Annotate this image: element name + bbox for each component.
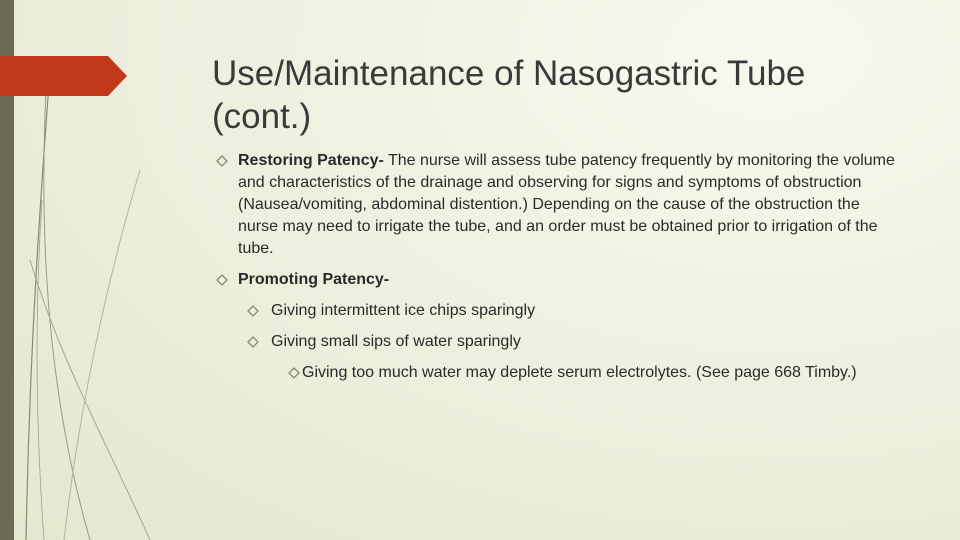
accent-arrow-shape: [0, 56, 127, 96]
title-line-2: (cont.): [212, 97, 312, 136]
sub-bullet-ice-chips: [247, 300, 904, 322]
diamond-bullet-icon: [216, 155, 228, 167]
diamond-bullet-icon: [288, 367, 300, 379]
sub-sub-bullet-text: Giving too much water may deplete serum electrolytes. (See page 668 Timby.): [302, 364, 857, 381]
sub-bullet-sips-of-water: [247, 331, 904, 353]
bullet-promoting-patency: [214, 269, 904, 291]
slide-title: [212, 52, 912, 138]
sub-sub-bullet-electrolytes: [288, 362, 862, 384]
diamond-bullet-icon: [216, 274, 228, 286]
bullet-text: The nurse will assess tube patency frequently by monitoring the volume and characteristics of the drainage and observing for signs and symptoms of obstruction (Nausea/vomiting, abdominal distention.) Depending on the cause of the obstruction the nurse may need to irrigate the tube, and an order must be obtained prior to irrigation of the tube.: [238, 152, 895, 257]
slide-body: [214, 150, 904, 393]
diamond-bullet-icon: [247, 305, 259, 317]
bullet-restoring-patency: [214, 150, 904, 260]
bullet-label: Promoting Patency-: [238, 271, 390, 288]
diamond-bullet-icon: [247, 336, 259, 348]
sub-bullet-text: Giving small sips of water sparingly: [271, 333, 521, 350]
sub-bullet-text: Giving intermittent ice chips sparingly: [271, 302, 536, 319]
title-line-1: Use/Maintenance of Nasogastric Tube: [212, 54, 806, 93]
bullet-label: Restoring Patency-: [238, 152, 384, 169]
